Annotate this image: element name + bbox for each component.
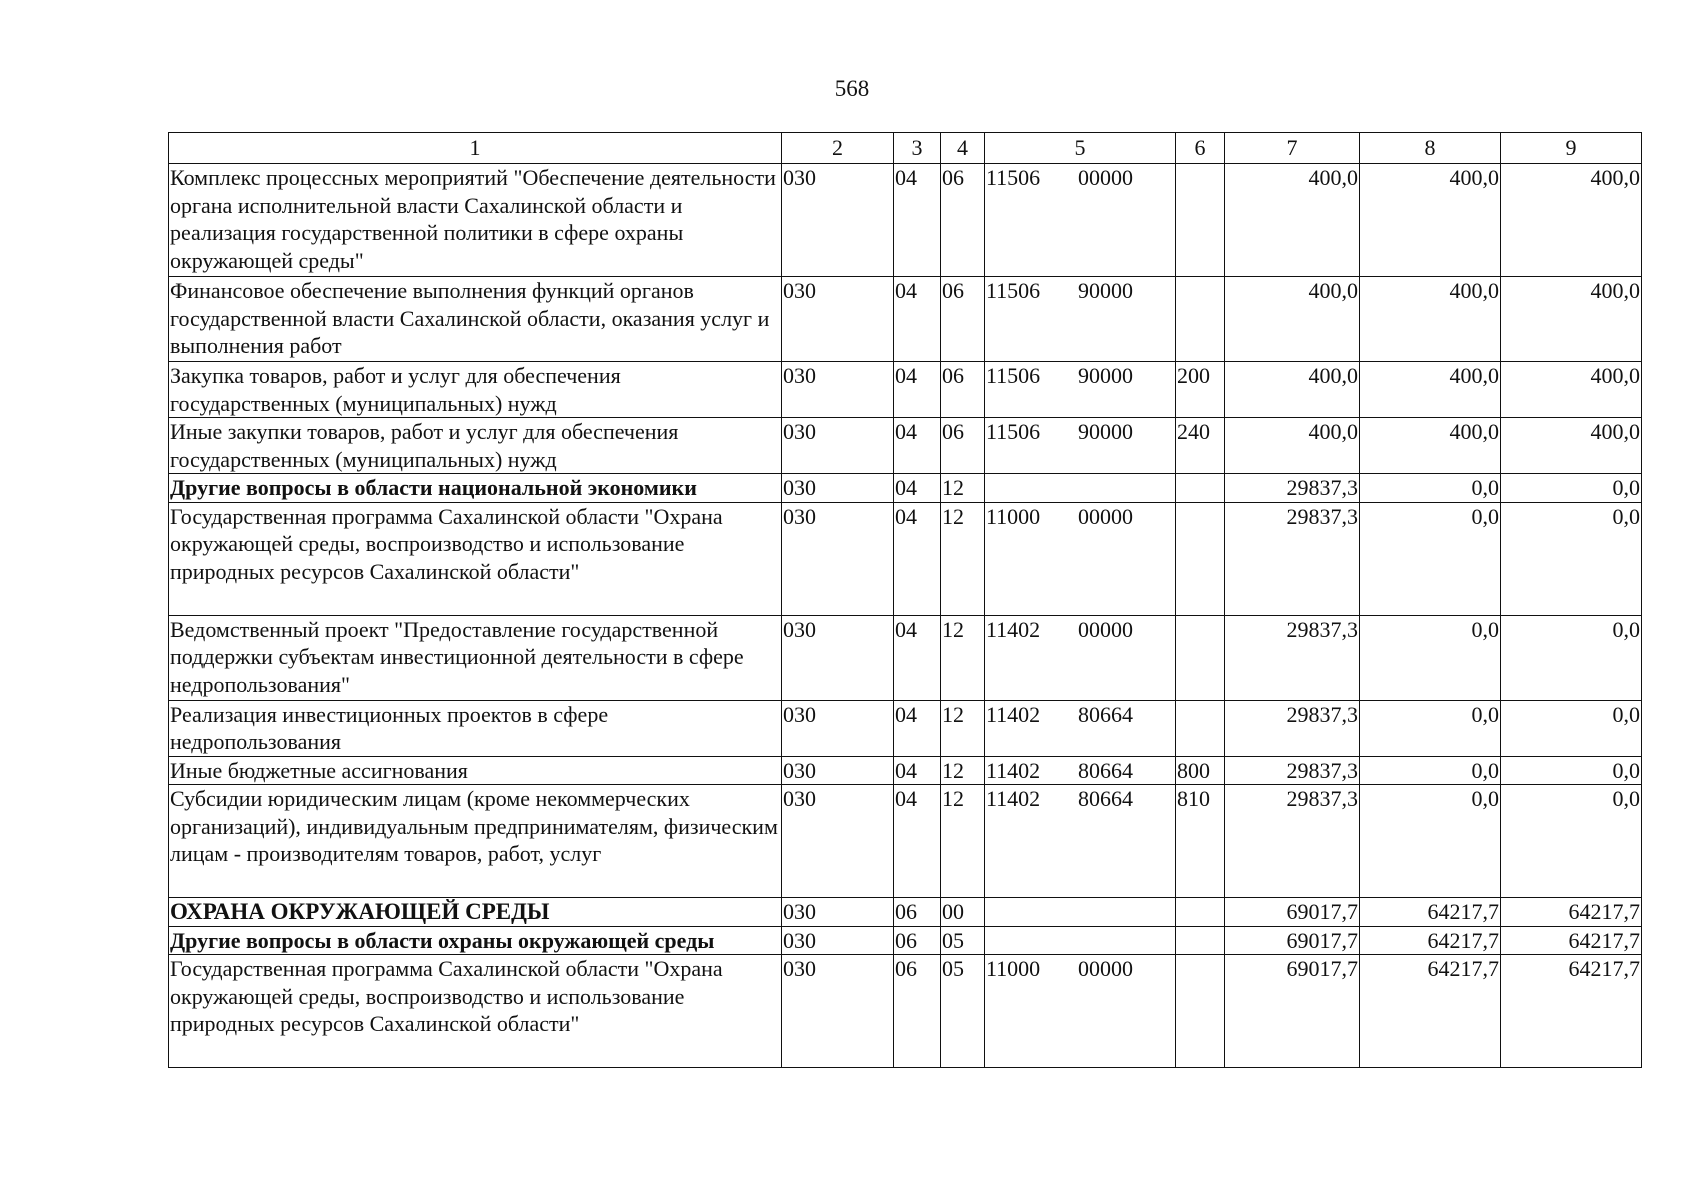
amount-col8: 0,0 xyxy=(1360,785,1501,898)
column-header: 6 xyxy=(1176,133,1225,164)
code-direction: 90000 xyxy=(1078,363,1133,388)
code-section: 04 xyxy=(894,615,941,700)
code-section: 06 xyxy=(894,955,941,1068)
code-admin: 030 xyxy=(782,418,894,474)
amount-col9: 400,0 xyxy=(1501,418,1642,474)
code-target-article xyxy=(985,164,1176,277)
table-row xyxy=(169,474,1642,503)
row-name: Закупка товаров, работ и услуг для обеспечения государственных (муниципальных) нужд xyxy=(169,362,782,418)
code-subsection: 12 xyxy=(941,615,985,700)
code-target-article xyxy=(985,926,1176,955)
amount-col7: 29837,3 xyxy=(1225,474,1360,503)
code-section: 04 xyxy=(894,785,941,898)
column-header: 9 xyxy=(1501,133,1642,164)
code-section: 04 xyxy=(894,164,941,277)
code-program: 11402 xyxy=(986,786,1041,811)
code-expense-type: 200 xyxy=(1176,362,1225,418)
code-direction: 80664 xyxy=(1078,701,1133,727)
code-program: 11506 xyxy=(986,363,1041,388)
code-expense-type: 810 xyxy=(1176,785,1225,898)
budget-table xyxy=(168,132,1642,1068)
column-header: 3 xyxy=(894,133,941,164)
code-subsection: 00 xyxy=(941,898,985,927)
amount-col8: 0,0 xyxy=(1360,615,1501,700)
code-admin: 030 xyxy=(782,362,894,418)
code-direction: 00000 xyxy=(1078,616,1133,642)
code-target-article xyxy=(985,756,1176,785)
code-admin: 030 xyxy=(782,926,894,955)
amount-col8: 64217,7 xyxy=(1360,955,1501,1068)
table-row xyxy=(169,418,1642,474)
code-expense-type: 800 xyxy=(1176,756,1225,785)
code-expense-type xyxy=(1176,277,1225,362)
amount-col7: 69017,7 xyxy=(1225,926,1360,955)
code-admin: 030 xyxy=(782,615,894,700)
column-header: 4 xyxy=(941,133,985,164)
code-direction: 90000 xyxy=(1078,419,1133,444)
code-subsection: 06 xyxy=(941,164,985,277)
code-section: 04 xyxy=(894,474,941,503)
code-program: 11000 xyxy=(986,503,1041,529)
code-direction: 00000 xyxy=(1078,956,1133,981)
amount-col7: 400,0 xyxy=(1225,277,1360,362)
code-section: 06 xyxy=(894,898,941,927)
code-admin: 030 xyxy=(782,164,894,277)
amount-col7: 29837,3 xyxy=(1225,615,1360,700)
column-header: 5 xyxy=(985,133,1176,164)
table-row xyxy=(169,926,1642,955)
code-section: 04 xyxy=(894,277,941,362)
code-expense-type xyxy=(1176,700,1225,756)
table-row xyxy=(169,756,1642,785)
code-expense-type xyxy=(1176,502,1225,615)
amount-col7: 400,0 xyxy=(1225,362,1360,418)
code-program: 11402 xyxy=(986,616,1041,642)
code-admin: 030 xyxy=(782,955,894,1068)
code-admin: 030 xyxy=(782,502,894,615)
amount-col7: 29837,3 xyxy=(1225,785,1360,898)
code-expense-type xyxy=(1176,164,1225,277)
code-expense-type xyxy=(1176,926,1225,955)
code-program: 11506 xyxy=(986,278,1041,303)
column-header: 2 xyxy=(782,133,894,164)
code-subsection: 12 xyxy=(941,502,985,615)
code-section: 04 xyxy=(894,700,941,756)
row-name: Другие вопросы в области национальной экономики xyxy=(169,474,782,503)
amount-col8: 400,0 xyxy=(1360,418,1501,474)
amount-col7: 69017,7 xyxy=(1225,955,1360,1068)
code-subsection: 06 xyxy=(941,362,985,418)
code-program: 11506 xyxy=(986,419,1041,444)
row-name: Другие вопросы в области охраны окружающей среды xyxy=(169,926,782,955)
code-subsection: 05 xyxy=(941,955,985,1068)
amount-col9: 0,0 xyxy=(1501,756,1642,785)
code-program: 11000 xyxy=(986,956,1041,981)
column-header: 7 xyxy=(1225,133,1360,164)
code-subsection: 06 xyxy=(941,418,985,474)
column-header: 8 xyxy=(1360,133,1501,164)
amount-col8: 400,0 xyxy=(1360,362,1501,418)
code-subsection: 05 xyxy=(941,926,985,955)
code-expense-type: 240 xyxy=(1176,418,1225,474)
code-expense-type xyxy=(1176,474,1225,503)
code-direction: 80664 xyxy=(1078,757,1133,783)
row-name: Государственная программа Сахалинской области "Охрана окружающей среды, воспроизводство и использование природных ресурсов Сахалинской области" xyxy=(169,502,782,615)
amount-col8: 400,0 xyxy=(1360,164,1501,277)
amount-col8: 0,0 xyxy=(1360,474,1501,503)
amount-col9: 400,0 xyxy=(1501,164,1642,277)
code-section: 04 xyxy=(894,362,941,418)
code-expense-type xyxy=(1176,955,1225,1068)
row-name: Ведомственный проект "Предоставление государственной поддержки субъектам инвестиционной деятельности в сфере недропользования" xyxy=(169,615,782,700)
code-admin: 030 xyxy=(782,474,894,503)
column-header: 1 xyxy=(169,133,782,164)
code-admin: 030 xyxy=(782,898,894,927)
page-number: 568 xyxy=(834,76,870,101)
code-subsection: 06 xyxy=(941,277,985,362)
row-name: Комплекс процессных мероприятий "Обеспечение деятельности органа исполнительной власти Сахалинской области и реализация государственной политики в сфере охраны окружающей среды" xyxy=(169,164,782,277)
amount-col7: 400,0 xyxy=(1225,164,1360,277)
amount-col9: 0,0 xyxy=(1501,615,1642,700)
table-row xyxy=(169,700,1642,756)
code-direction: 00000 xyxy=(1078,503,1133,529)
code-target-article xyxy=(985,955,1176,1068)
table-body xyxy=(169,164,1642,1068)
table-row xyxy=(169,277,1642,362)
amount-col9: 64217,7 xyxy=(1501,898,1642,927)
row-name: Государственная программа Сахалинской области "Охрана окружающей среды, воспроизводство и использование природных ресурсов Сахалинской области" xyxy=(169,955,782,1068)
code-program: 11402 xyxy=(986,757,1041,783)
amount-col9: 400,0 xyxy=(1501,277,1642,362)
code-subsection: 12 xyxy=(941,785,985,898)
amount-col7: 400,0 xyxy=(1225,418,1360,474)
code-target-article xyxy=(985,474,1176,503)
row-name: Иные бюджетные ассигнования xyxy=(169,756,782,785)
code-section: 06 xyxy=(894,926,941,955)
row-name: Реализация инвестиционных проектов в сфере недропользования xyxy=(169,700,782,756)
code-direction: 90000 xyxy=(1078,278,1133,303)
code-target-article xyxy=(985,362,1176,418)
amount-col9: 0,0 xyxy=(1501,700,1642,756)
code-section: 04 xyxy=(894,418,941,474)
code-program: 11402 xyxy=(986,701,1041,727)
code-direction: 00000 xyxy=(1078,165,1133,190)
amount-col8: 64217,7 xyxy=(1360,926,1501,955)
row-name: Субсидии юридическим лицам (кроме некоммерческих организаций), индивидуальным предпринимателям, физическим лицам - производителям товаров, работ, услуг xyxy=(169,785,782,898)
table-row xyxy=(169,502,1642,615)
code-target-article xyxy=(985,418,1176,474)
code-direction: 80664 xyxy=(1078,786,1133,811)
code-admin: 030 xyxy=(782,785,894,898)
code-target-article xyxy=(985,502,1176,615)
code-admin: 030 xyxy=(782,756,894,785)
row-name: Финансовое обеспечение выполнения функций органов государственной власти Сахалинской области, оказания услуг и выполнения работ xyxy=(169,277,782,362)
code-section: 04 xyxy=(894,502,941,615)
table-row xyxy=(169,362,1642,418)
table-row xyxy=(169,164,1642,277)
amount-col8: 0,0 xyxy=(1360,756,1501,785)
table-row xyxy=(169,898,1642,927)
amount-col8: 0,0 xyxy=(1360,502,1501,615)
amount-col7: 29837,3 xyxy=(1225,502,1360,615)
code-target-article xyxy=(985,277,1176,362)
code-target-article xyxy=(985,615,1176,700)
code-subsection: 12 xyxy=(941,474,985,503)
amount-col9: 64217,7 xyxy=(1501,926,1642,955)
amount-col9: 400,0 xyxy=(1501,362,1642,418)
code-subsection: 12 xyxy=(941,756,985,785)
amount-col7: 69017,7 xyxy=(1225,898,1360,927)
amount-col7: 29837,3 xyxy=(1225,700,1360,756)
code-admin: 030 xyxy=(782,277,894,362)
code-expense-type xyxy=(1176,615,1225,700)
code-section: 04 xyxy=(894,756,941,785)
amount-col8: 400,0 xyxy=(1360,277,1501,362)
amount-col8: 64217,7 xyxy=(1360,898,1501,927)
amount-col9: 0,0 xyxy=(1501,785,1642,898)
amount-col9: 0,0 xyxy=(1501,502,1642,615)
code-target-article xyxy=(985,700,1176,756)
row-name: Иные закупки товаров, работ и услуг для обеспечения государственных (муниципальных) нужд xyxy=(169,418,782,474)
code-target-article xyxy=(985,785,1176,898)
amount-col9: 64217,7 xyxy=(1501,955,1642,1068)
code-subsection: 12 xyxy=(941,700,985,756)
amount-col8: 0,0 xyxy=(1360,700,1501,756)
row-name: ОХРАНА ОКРУЖАЮЩЕЙ СРЕДЫ xyxy=(169,898,782,927)
code-admin: 030 xyxy=(782,700,894,756)
table-row xyxy=(169,615,1642,700)
code-expense-type xyxy=(1176,898,1225,927)
table-row xyxy=(169,785,1642,898)
code-program: 11506 xyxy=(986,165,1041,190)
code-target-article xyxy=(985,898,1176,927)
column-number-row xyxy=(169,133,1642,164)
amount-col7: 29837,3 xyxy=(1225,756,1360,785)
amount-col9: 0,0 xyxy=(1501,474,1642,503)
table-row xyxy=(169,955,1642,1068)
